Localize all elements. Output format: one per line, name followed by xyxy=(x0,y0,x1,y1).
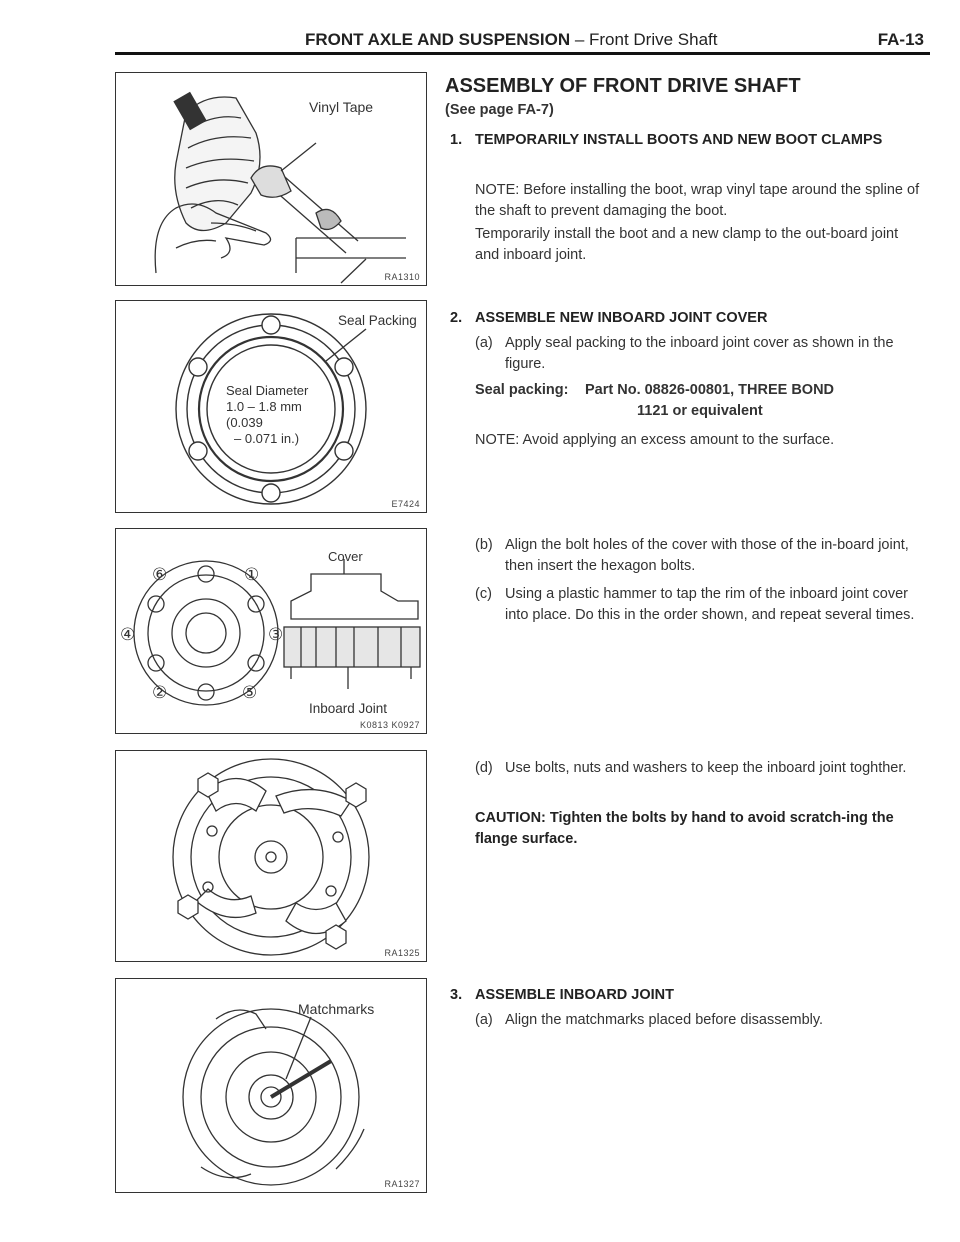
figure-cover-inboard-joint xyxy=(115,528,427,734)
step-2a xyxy=(475,333,925,377)
spec-value xyxy=(585,380,925,422)
label-matchmarks: Matchmarks xyxy=(298,1001,375,1017)
label-cover: Cover xyxy=(328,549,363,564)
figure-vinyl-tape xyxy=(115,72,427,286)
step-title: ASSEMBLE INBOARD JOINT xyxy=(475,987,674,1003)
label-seal-diameter: Seal Diameter xyxy=(226,383,309,398)
item-text: Align the bolt holes of the cover with those of the in-board joint, then insert the hexagon bolts. xyxy=(505,537,909,574)
item-text: Apply seal packing to the inboard joint cover as shown in the figure. xyxy=(505,335,894,372)
order-number-4: ④ xyxy=(120,625,136,644)
order-number-1: ① xyxy=(244,565,260,584)
step-number: 3. xyxy=(450,987,463,1003)
page-number: FA-13 xyxy=(877,30,924,49)
step-number: 2. xyxy=(450,310,463,326)
item-marker: (b) xyxy=(475,537,493,553)
section-title: ASSEMBLY OF FRONT DRIVE SHAFT xyxy=(445,75,801,97)
figure-matchmarks xyxy=(115,978,427,1193)
item-marker: (a) xyxy=(475,1012,493,1028)
header-title-main: FRONT AXLE AND SUSPENSION xyxy=(305,30,571,49)
figure-code: E7424 xyxy=(391,499,420,509)
step-number: 1. xyxy=(450,132,463,148)
label-seal-diameter-in-2: – 0.071 in.) xyxy=(234,431,300,446)
label-vinyl-tape: Vinyl Tape xyxy=(309,99,374,115)
figure-seal-packing xyxy=(115,300,427,513)
step-2-note: NOTE: Avoid applying an excess amount to the surface. xyxy=(475,432,835,448)
spec-value-line-2: 1121 or equivalent xyxy=(637,403,763,419)
bolts-washers-illustration xyxy=(116,751,427,962)
order-number-3: ③ xyxy=(268,625,284,644)
step-1-note: NOTE: Before installing the boot, wrap vinyl tape around the spline of the shaft to prevent damaging the boot. xyxy=(475,182,920,219)
figure-code: RA1325 xyxy=(384,948,420,958)
figure-code: RA1327 xyxy=(384,1179,420,1189)
step-title: ASSEMBLE NEW INBOARD JOINT COVER xyxy=(475,310,768,326)
figure-bolts-washers xyxy=(115,750,427,962)
step-1-text: Temporarily install the boot and a new clamp to the out-board joint and inboard joint. xyxy=(475,226,899,263)
label-seal-diameter-in-1: (0.039 xyxy=(226,415,263,430)
step-3a xyxy=(475,1010,925,1032)
figure-code: RA1310 xyxy=(384,272,420,282)
spec-label: Seal packing: xyxy=(475,382,569,398)
header-title-sub: – Front Drive Shaft xyxy=(574,30,718,49)
section-reference: (See page FA-7) xyxy=(445,102,554,118)
item-text: Use bolts, nuts and washers to keep the inboard joint toghther. xyxy=(505,760,907,776)
matchmarks-illustration xyxy=(116,979,427,1193)
page-header xyxy=(115,30,930,54)
step-title: TEMPORARILY INSTALL BOOTS AND NEW BOOT CLAMPS xyxy=(475,132,883,148)
order-number-6: ⑥ xyxy=(152,565,168,584)
item-marker: (c) xyxy=(475,586,492,602)
item-marker: (d) xyxy=(475,760,493,776)
label-inboard-joint: Inboard Joint xyxy=(309,701,388,716)
step-2-heading xyxy=(445,308,925,330)
item-marker: (a) xyxy=(475,335,493,351)
header-rule xyxy=(115,52,930,55)
order-number-5: ⑤ xyxy=(242,683,258,702)
label-seal-packing: Seal Packing xyxy=(338,313,417,328)
vinyl-tape-illustration xyxy=(116,73,427,286)
step-2d xyxy=(475,758,925,802)
order-number-2: ② xyxy=(152,683,168,702)
step-2-caution: CAUTION: Tighten the bolts by hand to avoid scratch-ing the flange surface. xyxy=(475,810,894,847)
item-text: Align the matchmarks placed before disassembly. xyxy=(505,1012,824,1028)
step-2b xyxy=(475,535,925,579)
header-title xyxy=(305,30,718,50)
step-1-heading xyxy=(445,130,925,174)
spec-value-line-1: Part No. 08826-00801, THREE BOND xyxy=(585,382,835,398)
label-seal-diameter-mm: 1.0 – 1.8 mm xyxy=(226,399,302,414)
step-2c xyxy=(475,584,925,650)
figure-code: K0813 K0927 xyxy=(359,720,420,730)
seal-packing-spec xyxy=(475,380,925,424)
step-3-heading xyxy=(445,985,925,1007)
item-text: Using a plastic hammer to tap the rim of the inboard joint cover into place. Do this in the order shown, and repeat several times. xyxy=(505,586,915,623)
